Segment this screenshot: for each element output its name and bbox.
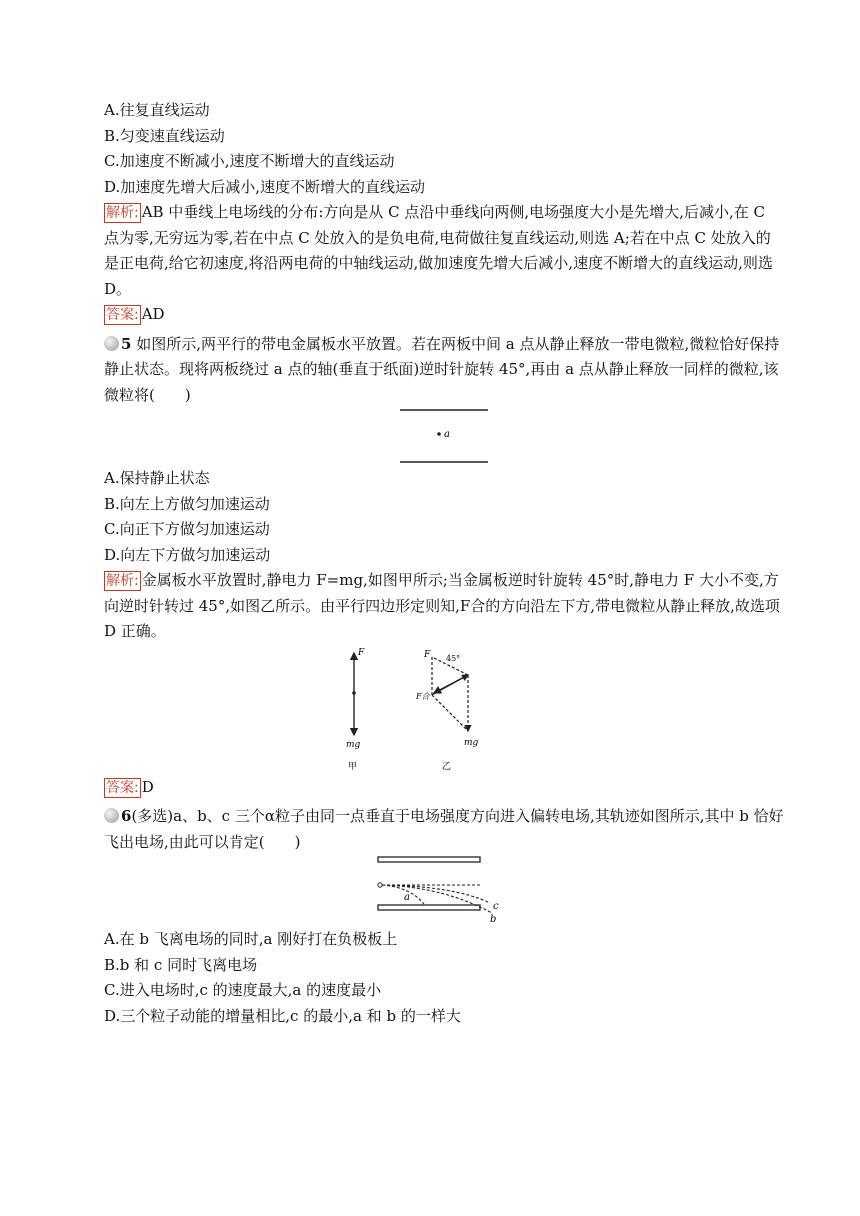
label-mg-yi: mg: [464, 737, 479, 748]
label-angle: 45°: [446, 653, 461, 663]
diagram-jia: [346, 648, 365, 772]
q5-figure-plates: [104, 408, 784, 466]
label-jia: 甲: [348, 761, 358, 772]
q5-answer-text: D: [141, 777, 154, 796]
q4-option-b: B.匀变速直线运动: [104, 126, 225, 145]
q4-analysis: [104, 200, 784, 302]
plates-diagram: [394, 408, 494, 466]
label-c: c: [493, 901, 499, 912]
q5-option-b: B.向左上方做匀加速运动: [104, 494, 270, 513]
q4-option-d: D.加速度先增大后减小,速度不断增大的直线运动: [104, 177, 426, 196]
q5-answer: [104, 775, 784, 801]
analysis-tag: 解析:: [106, 205, 139, 221]
q4-option-c: C.加速度不断减小,速度不断增大的直线运动: [104, 152, 395, 170]
q6-option-a: A.在 b 飞离电场的同时,a 刚好打在负极板上: [104, 930, 398, 948]
force-Fhe-arrow: [434, 675, 468, 693]
q5-analysis-text: 金属板水平放置时,静电力 F=mg,如图甲所示;当金属板逆时针旋转 45°时,静电力 F 大小不变,方向逆时针转过 45°,如图乙所示。由平行四边形定则知,F合的方向沿左下方,带电微粒从静止释放,故选项 D 正确。: [104, 571, 780, 640]
q4-options: [104, 98, 784, 200]
q5-option-d: D.向左下方做匀加速运动: [104, 545, 271, 564]
q4-answer-text: AD: [141, 305, 165, 323]
particle-dot: [352, 691, 356, 695]
label-mg: mg: [346, 739, 361, 750]
analysis-tag: 解析:: [106, 573, 139, 589]
q5-figure-forces: [104, 645, 784, 775]
q5-number: 5: [121, 334, 132, 353]
q6-option-c: C.进入电场时,c 的速度最大,a 的速度最小: [104, 981, 382, 999]
q4-option-a: A.往复直线运动: [104, 101, 210, 119]
q6-option-d: D.三个粒子动能的增量相比,c 的最小,a 和 b 的一样大: [104, 1006, 461, 1025]
diagonal-dashed: [432, 695, 468, 731]
q4-analysis-text: AB 中垂线上电场线的分布:方向是从 C 点沿中垂线向两侧,电场强度大小是先增大,后减小,在 C 点为零,无穷远为零,若在中点 C 处放入的是负电荷,电荷做往复直线运动,则选 A;若在中点 C 处放入的是正电荷,给它初速度,将沿两电荷的中轴线运动,做加速度先增大后减小,速度不断增大的直线运动,则选 D。: [104, 203, 773, 298]
lower-plate: [378, 905, 480, 910]
q5-option-a: A.保持静止状态: [104, 469, 210, 487]
label-F-yi: F: [424, 649, 431, 660]
point-a-label: a: [444, 429, 450, 440]
label-Fhe: F合: [416, 691, 430, 701]
force-diagram: [344, 645, 544, 775]
q6-options: [104, 927, 784, 1029]
q5-stem-text: 如图所示,两平行的带电金属板水平放置。若在两板中间 a 点从静止释放一带电微粒,微粒恰好保持静止状态。现将两板绕过 a 点的轴(垂直于纸面)逆时针旋转 45°,再由 a 点从静止释放一同样的微粒,该微粒将( ): [104, 334, 780, 404]
label-yi: 乙: [442, 761, 452, 772]
answer-tag: 答案:: [106, 779, 139, 796]
label-a: a: [404, 892, 410, 903]
upper-plate: [378, 857, 480, 862]
q5-analysis: [104, 568, 784, 645]
q6-option-b: B.b 和 c 同时飞离电场: [104, 955, 258, 974]
q6-number: 6: [121, 807, 132, 825]
label-b: b: [490, 914, 497, 925]
q5-option-c: C.向正下方做匀加速运动: [104, 520, 270, 538]
document-page: [104, 98, 784, 1029]
point-a-dot: [437, 432, 441, 436]
q6-stem-text: (多选)a、b、c 三个α粒子由同一点垂直于电场强度方向进入偏转电场,其轨迹如图所示,其中 b 恰好飞出电场,由此可以肯定( ): [104, 807, 784, 851]
question-icon: [104, 808, 119, 823]
q5-options: [104, 466, 784, 568]
label-F: F: [358, 647, 365, 658]
q4-answer: [104, 302, 784, 328]
q6-stem: [104, 804, 784, 855]
q6-figure: [104, 855, 784, 927]
q5-stem: [104, 332, 784, 409]
diagram-yi: [415, 650, 479, 772]
question-icon: [104, 336, 119, 351]
entry-point: [378, 883, 382, 887]
answer-tag: 答案:: [106, 307, 139, 323]
deflection-diagram: [374, 855, 514, 927]
